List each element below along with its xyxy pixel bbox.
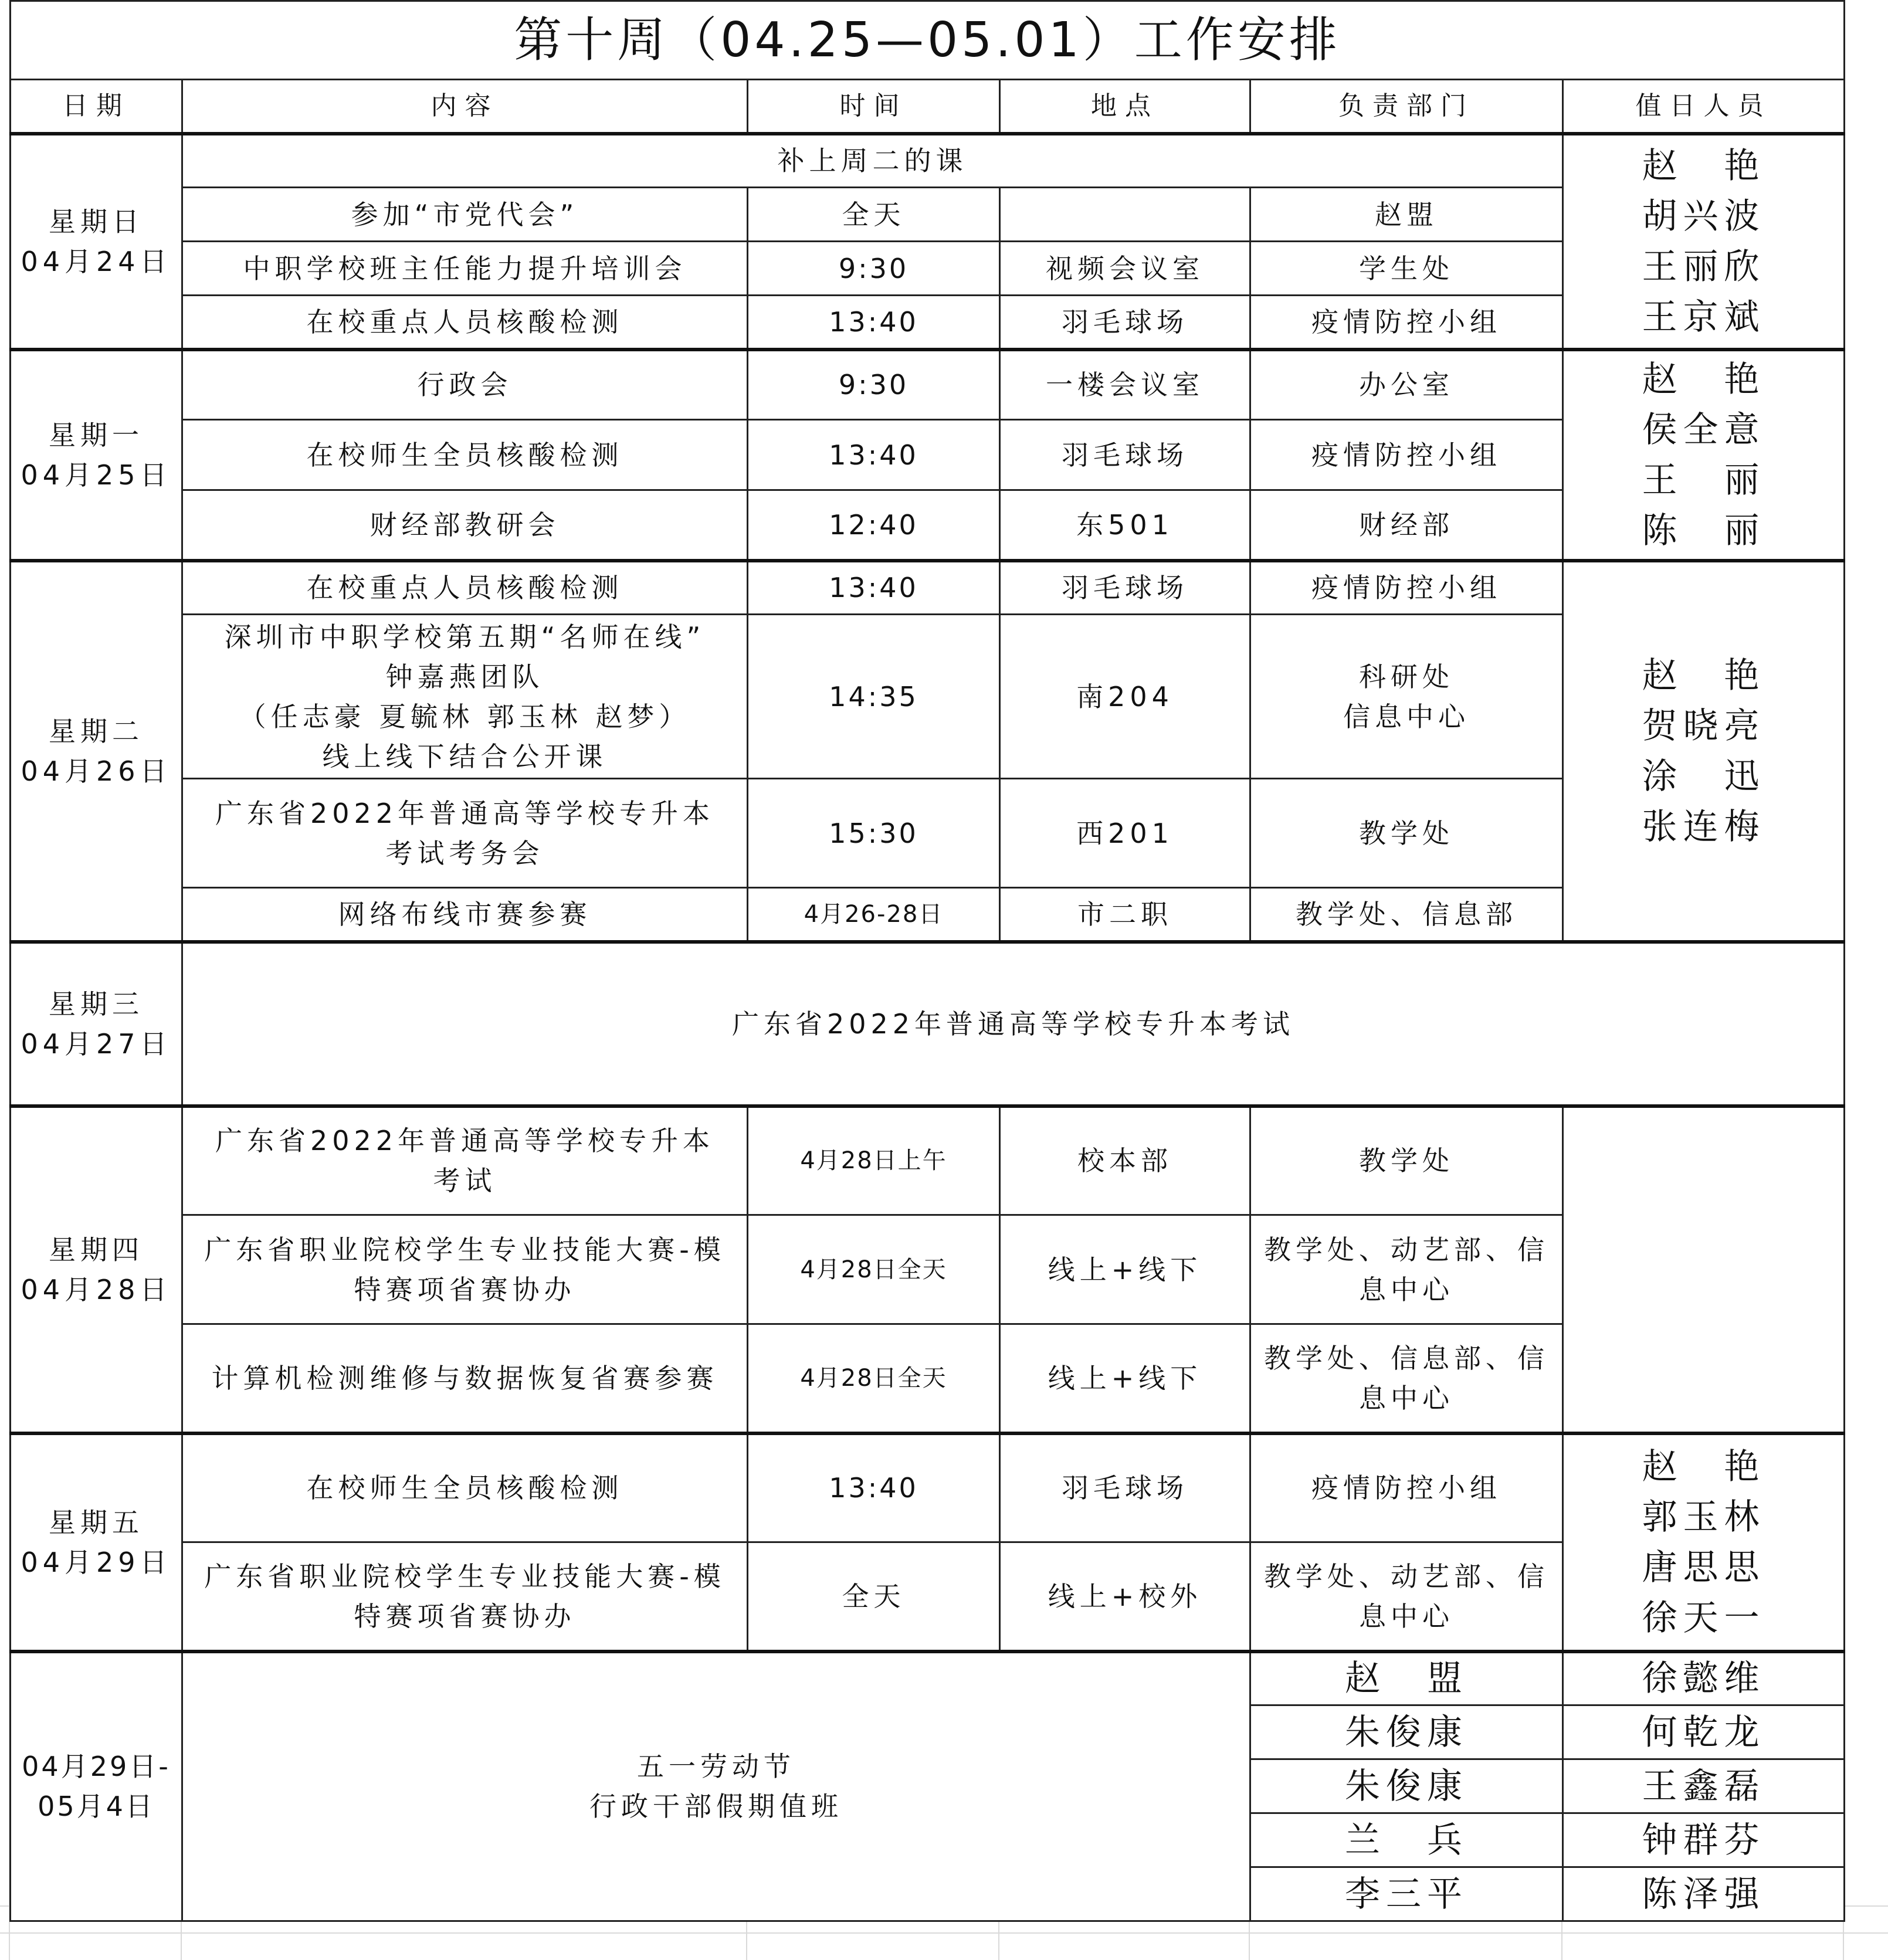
- duty-cell-monday: [1563, 350, 1845, 561]
- table-row: [11, 1433, 1845, 1542]
- weekday-label: 星期日: [49, 205, 144, 238]
- dept-line: 信息中心: [1343, 700, 1470, 733]
- time-cell: 13:40: [748, 420, 1000, 490]
- time-cell: 4月28日全天: [748, 1215, 1000, 1324]
- place-cell: 校本部: [1000, 1106, 1250, 1215]
- time-cell: 13:40: [748, 1433, 1000, 1542]
- date-label: 04月24日: [21, 245, 172, 277]
- place-cell: 线上+线下: [1000, 1215, 1250, 1324]
- date-cell-monday: [11, 350, 182, 561]
- date-cell-holiday: [11, 1652, 182, 1921]
- date-cell-sunday: [11, 134, 182, 350]
- place-cell: 羽毛球场: [1000, 561, 1250, 615]
- place-cell: 南204: [1000, 615, 1250, 779]
- time-cell: 14:35: [748, 615, 1000, 779]
- content-line: （任志豪 夏毓林 郭玉林 赵梦）: [239, 700, 691, 733]
- admin-duty-person: 兰 兵: [1250, 1813, 1563, 1867]
- date-label: 04月25日: [21, 459, 172, 491]
- content-line: 考试: [433, 1165, 497, 1197]
- date-label: 04月29日: [21, 1546, 172, 1578]
- table-row: [11, 942, 1845, 1106]
- content-cell: [182, 1215, 748, 1324]
- dept-cell: 疫情防控小组: [1250, 420, 1563, 490]
- weekday-label: 星期二: [49, 715, 144, 747]
- place-cell: 视频会议室: [1000, 242, 1250, 296]
- content-line: 考试考务会: [385, 837, 544, 869]
- admin-duty-person: 朱俊康: [1250, 1705, 1563, 1759]
- schedule-table: [9, 0, 1845, 1922]
- duty-person: 赵 艳: [1642, 655, 1765, 696]
- dept-line: 教学处、信息部、信: [1264, 1342, 1549, 1374]
- place-cell: 一楼会议室: [1000, 350, 1250, 420]
- weekday-label: 星期一: [49, 419, 144, 451]
- admin-duty-person: 李三平: [1250, 1867, 1563, 1921]
- dept-cell: 疫情防控小组: [1250, 1433, 1563, 1542]
- dept-line: 息中心: [1359, 1382, 1454, 1414]
- duty-person: 赵 艳: [1642, 1446, 1765, 1487]
- content-line: 广东省职业院校学生专业技能大赛-模: [204, 1560, 726, 1592]
- dept-cell: 疫情防控小组: [1250, 561, 1563, 615]
- content-line: 钟嘉燕团队: [385, 660, 544, 693]
- duty-cell-sunday: [1563, 134, 1845, 350]
- duty-person: 贺晓亮: [1642, 705, 1765, 747]
- dept-cell: 疫情防控小组: [1250, 296, 1563, 350]
- time-cell: 4月28日全天: [748, 1324, 1000, 1433]
- content-cell: 中职学校班主任能力提升培训会: [182, 242, 748, 296]
- time-cell: 9:30: [748, 242, 1000, 296]
- header-time: 时间: [748, 80, 1000, 134]
- dept-line: 教学处、动艺部、信: [1264, 1233, 1549, 1266]
- date-cell-friday: [11, 1433, 182, 1652]
- date-label: 05月4日: [38, 1791, 155, 1823]
- duty-person: 钟群芬: [1563, 1813, 1845, 1867]
- table-row: [11, 1652, 1845, 1705]
- dept-cell: [1250, 1324, 1563, 1433]
- header-row: [11, 80, 1845, 134]
- content-cell: 计算机检测维修与数据恢复省赛参赛: [182, 1324, 748, 1433]
- table-row: [11, 561, 1845, 615]
- page-title: 第十周（04.25—05.01）工作安排: [11, 1, 1845, 80]
- date-cell-tuesday: [11, 561, 182, 942]
- duty-person: 陈泽强: [1563, 1867, 1845, 1921]
- title-row: [11, 1, 1845, 80]
- content-cell: 在校重点人员核酸检测: [182, 296, 748, 350]
- content-cell: 在校师生全员核酸检测: [182, 1433, 748, 1542]
- time-cell: 13:40: [748, 561, 1000, 615]
- duty-person: 张连梅: [1642, 806, 1765, 847]
- duty-cell-thursday: [1563, 1106, 1845, 1433]
- duty-person: 赵 艳: [1642, 145, 1765, 186]
- place-cell: 羽毛球场: [1000, 296, 1250, 350]
- content-cell: 在校重点人员核酸检测: [182, 561, 748, 615]
- duty-person: 王京斌: [1642, 296, 1765, 338]
- table-row: [11, 134, 1845, 188]
- content-cell: 财经部教研会: [182, 490, 748, 561]
- duty-person: 陈 丽: [1642, 510, 1765, 551]
- table-row: [11, 350, 1845, 420]
- place-cell: 线上+线下: [1000, 1324, 1250, 1433]
- content-line: 深圳市中职学校第五期“名师在线”: [224, 620, 706, 653]
- content-line: 特赛项省赛协办: [354, 1600, 576, 1632]
- header-date: 日期: [11, 80, 182, 134]
- place-cell: 线上+校外: [1000, 1542, 1250, 1652]
- weekday-label: 星期四: [49, 1233, 144, 1266]
- content-line: 特赛项省赛协办: [354, 1273, 576, 1305]
- dept-cell: [1250, 1215, 1563, 1324]
- duty-person: 何乾龙: [1563, 1705, 1845, 1759]
- place-cell: 西201: [1000, 779, 1250, 888]
- duty-person: 徐天一: [1642, 1597, 1765, 1639]
- content-cell: [182, 615, 748, 779]
- content-cell: 网络布线市赛参赛: [182, 888, 748, 942]
- time-cell: 4月26-28日: [748, 888, 1000, 942]
- dept-cell: [1250, 1542, 1563, 1652]
- duty-person: 徐懿维: [1563, 1652, 1845, 1705]
- content-cell: 补上周二的课: [182, 134, 1563, 188]
- content-line: 线上线下结合公开课: [322, 740, 608, 772]
- content-line: 行政干部假期值班: [589, 1791, 843, 1823]
- date-label: 04月29日-: [22, 1751, 171, 1783]
- content-cell: 参加“市党代会”: [182, 188, 748, 242]
- date-cell-wednesday: [11, 942, 182, 1106]
- content-cell: [182, 1542, 748, 1652]
- date-label: 04月26日: [21, 755, 172, 787]
- time-cell: 4月28日上午: [748, 1106, 1000, 1215]
- duty-person: 王丽欣: [1642, 246, 1765, 287]
- dept-line: 息中心: [1359, 1600, 1454, 1632]
- weekday-label: 星期五: [49, 1506, 144, 1538]
- duty-person: 赵 艳: [1642, 358, 1765, 400]
- time-cell: 全天: [748, 188, 1000, 242]
- dept-cell: 办公室: [1250, 350, 1563, 420]
- duty-person: 涂 迅: [1642, 755, 1765, 797]
- duty-person: 王鑫磊: [1563, 1759, 1845, 1813]
- date-label: 04月27日: [21, 1028, 172, 1060]
- place-cell: 羽毛球场: [1000, 1433, 1250, 1542]
- place-cell: [1000, 188, 1250, 242]
- duty-person: 唐思思: [1642, 1547, 1765, 1588]
- content-line: 广东省2022年普通高等学校专升本: [215, 797, 715, 829]
- dept-cell: 学生处: [1250, 242, 1563, 296]
- content-cell: 行政会: [182, 350, 748, 420]
- content-line: 五一劳动节: [637, 1751, 795, 1783]
- content-cell: [182, 1106, 748, 1215]
- header-duty: 值日人员: [1563, 80, 1845, 134]
- header-content: 内容: [182, 80, 748, 134]
- duty-person: 郭玉林: [1642, 1496, 1765, 1538]
- dept-line: 教学处、动艺部、信: [1264, 1560, 1549, 1592]
- time-cell: 15:30: [748, 779, 1000, 888]
- admin-duty-person: 赵 盟: [1250, 1652, 1563, 1705]
- time-cell: 12:40: [748, 490, 1000, 561]
- time-cell: 13:40: [748, 296, 1000, 350]
- admin-duty-person: 朱俊康: [1250, 1759, 1563, 1813]
- date-label: 04月28日: [21, 1273, 172, 1305]
- dept-cell: [1250, 615, 1563, 779]
- duty-person: 侯全意: [1642, 409, 1765, 450]
- content-line: 广东省职业院校学生专业技能大赛-模: [204, 1233, 726, 1266]
- weekday-label: 星期三: [49, 988, 144, 1020]
- duty-cell-tuesday: [1563, 561, 1845, 942]
- dept-cell: 教学处: [1250, 779, 1563, 888]
- header-dept: 负责部门: [1250, 80, 1563, 134]
- content-line: 广东省2022年普通高等学校专升本: [215, 1125, 715, 1157]
- content-cell: 广东省2022年普通高等学校专升本考试: [182, 942, 1845, 1106]
- dept-cell: 赵盟: [1250, 188, 1563, 242]
- dept-cell: 财经部: [1250, 490, 1563, 561]
- header-place: 地点: [1000, 80, 1250, 134]
- place-cell: 东501: [1000, 490, 1250, 561]
- dept-cell: 教学处、信息部: [1250, 888, 1563, 942]
- content-cell: 在校师生全员核酸检测: [182, 420, 748, 490]
- content-cell: [182, 779, 748, 888]
- dept-cell: 教学处: [1250, 1106, 1563, 1215]
- dept-line: 科研处: [1359, 660, 1454, 693]
- time-cell: 全天: [748, 1542, 1000, 1652]
- dept-line: 息中心: [1359, 1273, 1454, 1305]
- time-cell: 9:30: [748, 350, 1000, 420]
- duty-person: 王 丽: [1642, 459, 1765, 501]
- duty-cell-friday: [1563, 1433, 1845, 1652]
- table-row: [11, 1106, 1845, 1215]
- place-cell: 羽毛球场: [1000, 420, 1250, 490]
- duty-person: 胡兴波: [1642, 195, 1765, 237]
- place-cell: 市二职: [1000, 888, 1250, 942]
- date-cell-thursday: [11, 1106, 182, 1433]
- content-cell: [182, 1652, 1250, 1921]
